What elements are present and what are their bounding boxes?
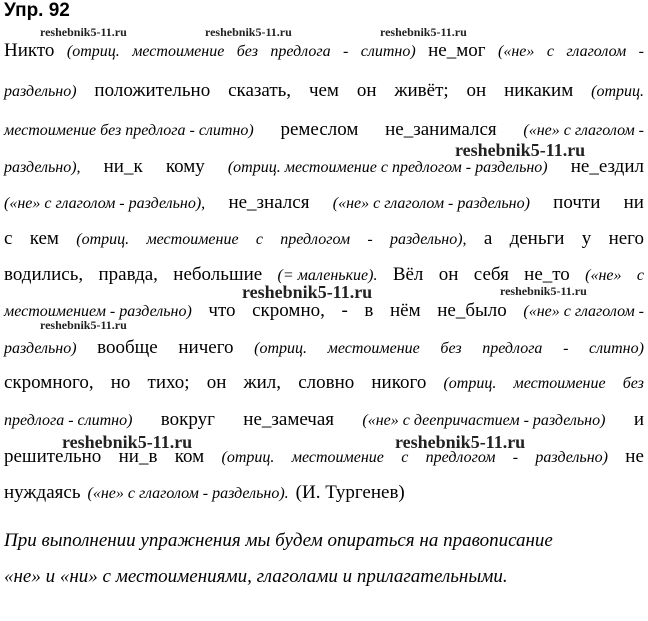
watermark: reshebnik5-11.ru <box>242 282 373 302</box>
text-line <box>4 156 644 178</box>
word: деньги <box>509 228 565 249</box>
comment-text: предлогом <box>425 449 496 466</box>
word: не_мог <box>428 40 486 61</box>
word: живёт; <box>394 80 449 101</box>
comment-text: раздельно) <box>4 83 77 100</box>
comment-text: («не» с глаголом - раздельно) <box>332 195 530 212</box>
word: нуждаясь <box>4 482 81 503</box>
word: почти <box>553 192 601 213</box>
text-line <box>4 40 644 62</box>
comment-text: («не» с глаголом - раздельно). <box>87 485 289 502</box>
comment-text: (отриц. <box>66 43 120 60</box>
comment-text: местоимение <box>327 340 420 357</box>
word: у <box>581 228 592 249</box>
word: он <box>438 264 459 285</box>
comment-text: с <box>401 449 409 466</box>
comment-text: местоимение <box>132 43 225 60</box>
watermark: reshebnik5-11.ru <box>62 432 193 452</box>
comment-text: («не» с деепричастием - раздельно) <box>362 412 606 429</box>
comment-text: (отриц. <box>591 83 644 100</box>
word: словно <box>298 372 355 393</box>
text-line <box>4 409 644 431</box>
word: вокруг <box>160 409 215 430</box>
comment-text: (отриц. <box>76 231 130 248</box>
comment-text: (отриц. местоимение с предлогом - раздельно) <box>227 159 548 176</box>
comment-text: («не» <box>498 43 535 60</box>
word: ни <box>623 192 644 213</box>
comment-text: - <box>512 449 519 466</box>
text-line <box>4 119 644 141</box>
comment-text: (отриц. <box>221 449 275 466</box>
word: в <box>364 300 374 321</box>
word: (И. Тургенев) <box>295 482 405 503</box>
word: ничего <box>178 337 234 358</box>
word: ни_к <box>103 156 143 177</box>
word: решительно <box>4 446 102 467</box>
word: ремеслом <box>280 119 359 140</box>
comment-text: («не» с глаголом - раздельно), <box>4 195 206 212</box>
word: него <box>608 228 644 249</box>
comment-text: - <box>563 340 569 357</box>
word: не_замечая <box>243 409 335 430</box>
word: не_то <box>524 264 570 285</box>
word: он <box>466 80 487 101</box>
word: ни_в <box>118 446 158 467</box>
comment-text: - <box>367 231 373 248</box>
comment-text: раздельно) <box>4 340 77 357</box>
word: не_ездил <box>570 156 644 177</box>
comment-text: раздельно), <box>389 231 467 248</box>
comment-text: глаголом <box>566 43 627 60</box>
text-line <box>4 300 644 322</box>
word: Вёл <box>392 264 424 285</box>
word: Никто <box>4 40 55 61</box>
word: сказать, <box>228 80 292 101</box>
word: кому <box>165 156 205 177</box>
word: никаким <box>504 80 574 101</box>
word: никого <box>371 372 427 393</box>
comment-text: с <box>636 267 644 284</box>
word: скромного, <box>4 372 94 393</box>
word: положительно <box>94 80 211 101</box>
comment-text: - <box>343 43 349 60</box>
comment-text: раздельно), <box>4 159 81 176</box>
text-line <box>4 192 644 214</box>
text-line <box>4 482 644 504</box>
comment-text: предлога - слитно) <box>4 412 133 429</box>
watermark: reshebnik5-11.ru <box>205 25 292 39</box>
word: не_знался <box>228 192 310 213</box>
text-line <box>4 264 644 286</box>
word: не <box>625 446 644 467</box>
comment-text: (отриц. <box>443 375 497 392</box>
word: он <box>356 80 377 101</box>
word: с <box>4 228 13 249</box>
word: жил, <box>243 372 282 393</box>
note-line: При выполнении упражнения мы будем опираться на правописание <box>4 530 553 551</box>
word: ком <box>174 446 205 467</box>
comment-text: («не» с глаголом - <box>523 303 644 320</box>
text-line <box>4 80 644 102</box>
comment-text: - <box>638 43 644 60</box>
comment-text: местоимением - раздельно) <box>4 303 192 320</box>
watermark: reshebnik5-11.ru <box>40 318 127 332</box>
word: - <box>341 300 348 321</box>
word: небольшие <box>173 264 263 285</box>
comment-text: предлогом <box>280 231 351 248</box>
watermark: reshebnik5-11.ru <box>500 284 587 298</box>
word: водились, <box>4 264 84 285</box>
comment-text: местоимение <box>291 449 384 466</box>
note-line: «не» и «ни» с местоимениями, глаголами и прилагательными. <box>4 566 508 587</box>
comment-text: слитно) <box>589 340 644 357</box>
word: не_было <box>437 300 507 321</box>
word: нём <box>390 300 421 321</box>
comment-text: предлога <box>270 43 331 60</box>
word: тихо; <box>147 372 190 393</box>
text-line <box>4 446 644 468</box>
comment-text: без <box>236 43 258 60</box>
word: и <box>633 409 644 430</box>
exercise-title: Упр. 92 <box>4 0 70 21</box>
word: вообще <box>97 337 158 358</box>
comment-text: с <box>255 231 263 248</box>
text-line <box>4 228 644 250</box>
comment-text: («не» с глаголом - <box>523 122 644 139</box>
comment-text: местоимение без предлога - слитно) <box>4 122 254 139</box>
word: а <box>483 228 493 249</box>
watermark: reshebnik5-11.ru <box>455 140 586 160</box>
comment-text: с <box>546 43 554 60</box>
word: правда, <box>98 264 158 285</box>
text-line <box>4 337 644 359</box>
comment-text: без <box>440 340 462 357</box>
comment-text: слитно) <box>360 43 416 60</box>
word: он <box>206 372 227 393</box>
watermark: reshebnik5-11.ru <box>380 25 467 39</box>
word: но <box>110 372 131 393</box>
watermark: reshebnik5-11.ru <box>395 432 526 452</box>
comment-text: (= маленькие). <box>277 267 378 284</box>
word: что <box>208 300 236 321</box>
comment-text: («не» <box>585 267 622 284</box>
watermark: reshebnik5-11.ru <box>40 25 127 39</box>
comment-text: без <box>622 375 644 392</box>
word: чем <box>308 80 339 101</box>
word: себя <box>473 264 509 285</box>
comment-text: местоимение <box>146 231 239 248</box>
comment-text: раздельно) <box>535 449 608 466</box>
comment-text: (отриц. <box>254 340 308 357</box>
comment-text: предлога <box>482 340 543 357</box>
word: не_занимался <box>385 119 497 140</box>
text-line <box>4 372 644 394</box>
comment-text: местоимение <box>513 375 606 392</box>
word: кем <box>29 228 59 249</box>
word: скромно, <box>252 300 325 321</box>
